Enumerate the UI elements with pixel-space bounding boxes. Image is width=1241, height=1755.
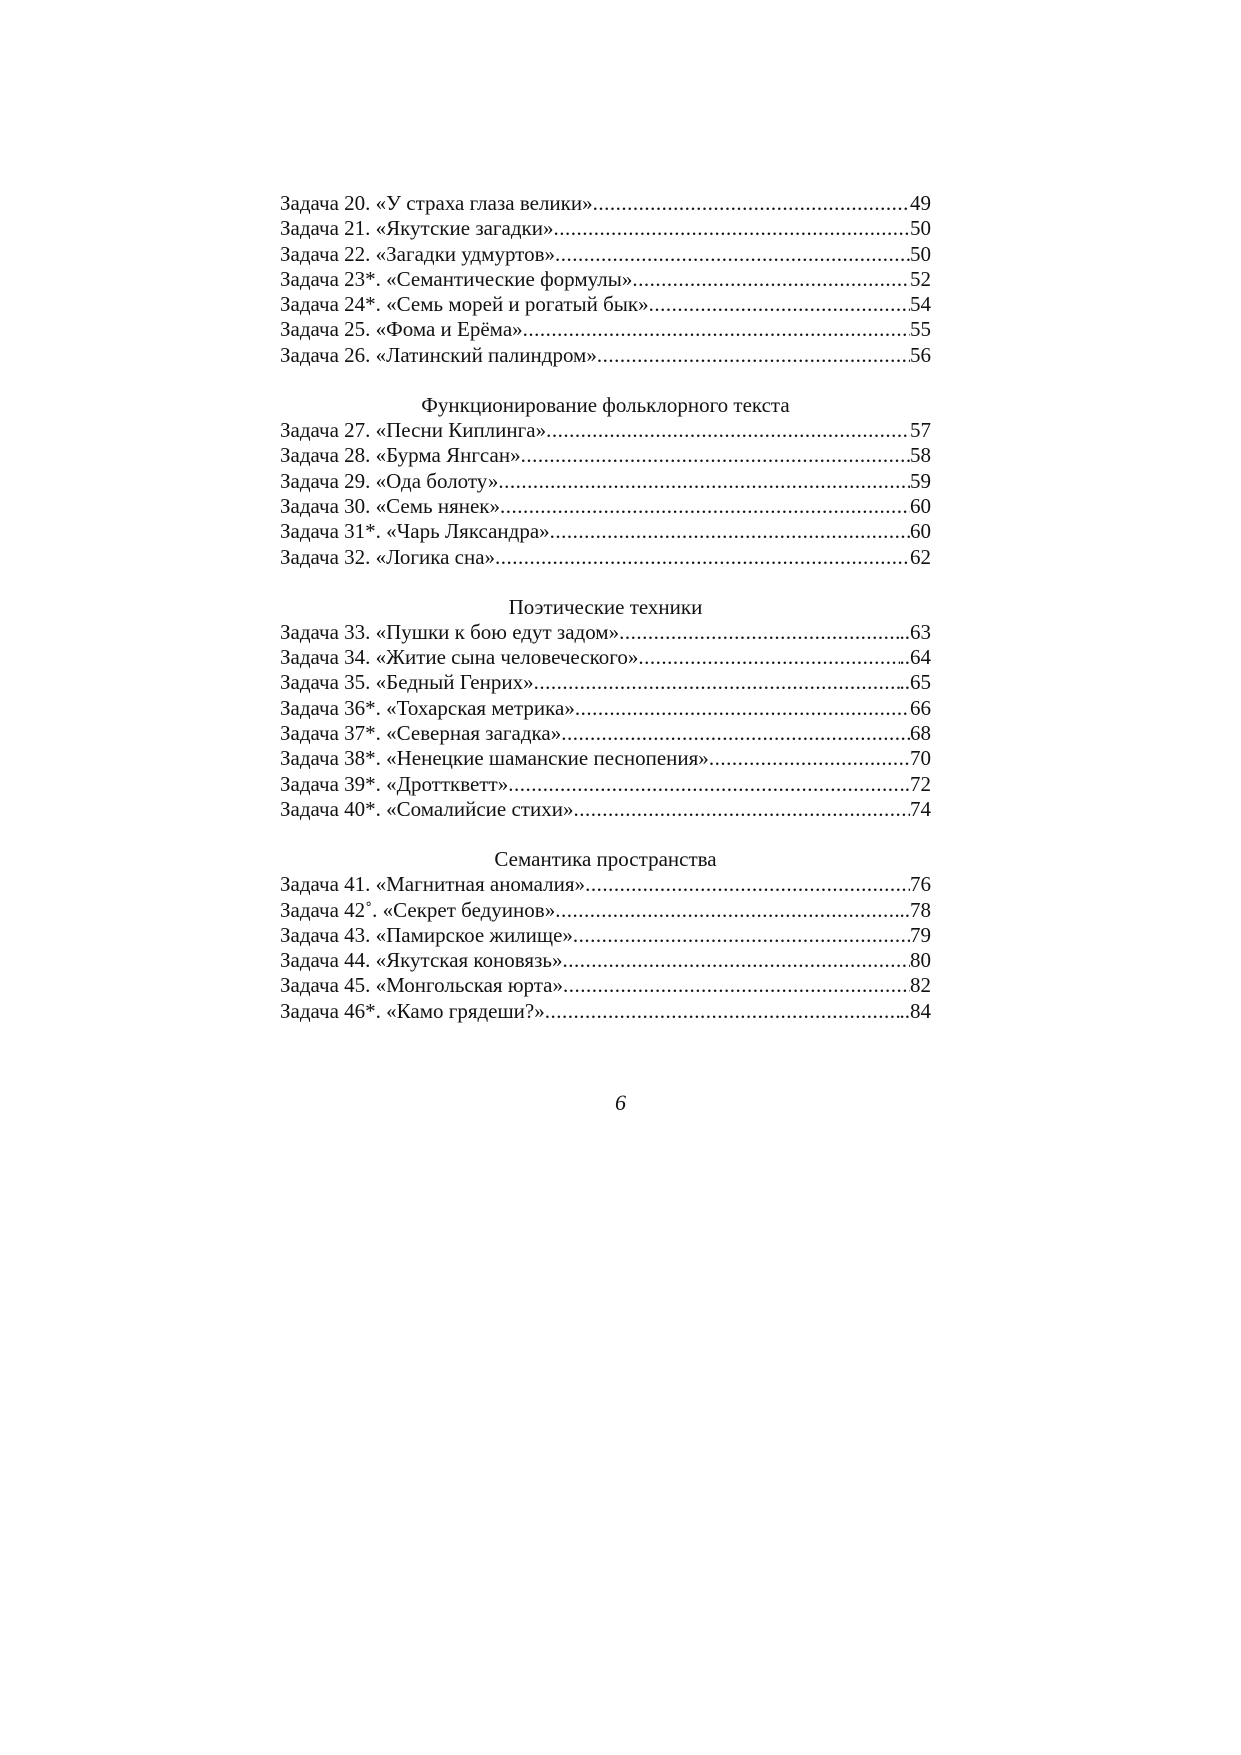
- toc-entry-title: Задача 46*. «Камо грядеши?»: [280, 998, 545, 1023]
- toc-entry-page: ..84: [899, 998, 931, 1023]
- toc-entry-title: Задача 43. «Памирское жилище»: [280, 922, 573, 947]
- dot-leader: [545, 999, 900, 1024]
- dot-leader: [508, 772, 899, 797]
- page-number: 6: [615, 1090, 626, 1115]
- dot-leader: [495, 545, 910, 570]
- dot-leader: [498, 469, 910, 494]
- toc-entry: [280, 645, 931, 670]
- dot-leader: [593, 191, 910, 216]
- toc-entry-page: ..65: [899, 670, 931, 695]
- toc-entry: [280, 469, 931, 494]
- toc-entry: [280, 292, 931, 317]
- toc-entry: [280, 494, 931, 519]
- dot-leader: [534, 670, 900, 695]
- toc-entry: [280, 872, 931, 897]
- toc-entry-title: Задача 41. «Магнитная аномалия»: [280, 872, 586, 897]
- toc-entry: [280, 242, 931, 267]
- toc-entry: [280, 948, 931, 973]
- dot-leader: [523, 317, 910, 342]
- toc-entry-page: 68: [910, 721, 931, 746]
- toc-entry-page: 58: [910, 443, 931, 468]
- toc-entry-page: 79: [910, 922, 931, 947]
- toc-section-poetic-techniques: [280, 595, 931, 822]
- toc-entry-title: Задача 39*. «Дротткветт»: [280, 771, 509, 796]
- toc-entry-title: Задача 44. «Якутская коновязь»: [280, 948, 563, 973]
- dot-leader: [575, 696, 910, 721]
- toc-entry-page: 54: [910, 292, 931, 317]
- dot-leader: [638, 645, 899, 670]
- toc-entry: [280, 923, 931, 948]
- toc-entry-title: Задача 40*. «Сомалийсие стихи»: [280, 796, 574, 821]
- toc-entry-title: Задача 38*. «Ненецкие шаманские песнопения»: [280, 746, 709, 771]
- toc-entry: [280, 973, 931, 998]
- toc-entry: [280, 670, 931, 695]
- toc-entry: [280, 545, 931, 570]
- toc-entry-page: 76: [910, 872, 931, 897]
- toc-entry-page: ..64: [899, 645, 931, 670]
- toc-entry: [280, 898, 931, 923]
- toc-section-continuation: [280, 191, 931, 368]
- toc-entry: [280, 999, 931, 1024]
- toc-entry-title: Задача 42˚. «Секрет бедуинов»: [280, 897, 556, 922]
- dot-leader: [521, 443, 910, 468]
- toc-entry-page: 74: [910, 796, 931, 821]
- toc-entry-page: ..78: [899, 897, 931, 922]
- toc-entry-title: Задача 22. «Загадки удмуртов»: [280, 241, 555, 266]
- toc-entry-title: Задача 32. «Логика сна»: [280, 544, 496, 569]
- toc-entry: [280, 443, 931, 468]
- toc-entry: [280, 772, 931, 797]
- toc-entry-page: 55: [910, 317, 931, 342]
- toc-entry: [280, 696, 931, 721]
- dot-leader: [563, 973, 910, 998]
- dot-leader: [632, 267, 910, 292]
- section-heading: Функционирование фольклорного текста: [421, 393, 790, 418]
- toc-entry-title: Задача 28. «Бурма Янгсан»: [280, 443, 521, 468]
- dot-leader: [709, 746, 910, 771]
- toc-entry-title: Задача 21. «Якутские загадки»: [280, 216, 554, 241]
- toc-entry-title: Задача 30. «Семь нянек»: [280, 493, 500, 518]
- dot-leader: [554, 216, 911, 241]
- toc-entry-page: 82: [910, 973, 931, 998]
- toc-entry: [280, 191, 931, 216]
- toc-section-folklore-text: [280, 393, 931, 570]
- toc-entry-page: 60: [910, 519, 931, 544]
- dot-leader: [585, 872, 910, 897]
- toc-entry-page: 59: [910, 468, 931, 493]
- toc-entry: [280, 418, 931, 443]
- dot-leader: [500, 494, 910, 519]
- dot-leader: [550, 519, 910, 544]
- toc-entry: [280, 267, 931, 292]
- toc-entry-title: Задача 36*. «Тохарская метрика»: [280, 695, 575, 720]
- toc-entry-title: Задача 34. «Житие сына человеческого»: [280, 645, 639, 670]
- toc-entry-page: ..63: [899, 619, 931, 644]
- toc-entry-title: Задача 29. «Ода болоту»: [280, 468, 499, 493]
- toc-entry: [280, 746, 931, 771]
- toc-entry-title: Задача 45. «Монгольская юрта»: [280, 973, 563, 998]
- toc-entry-title: Задача 27. «Песни Киплинга»: [280, 418, 547, 443]
- toc-entry: [280, 216, 931, 241]
- toc-entry: [280, 620, 931, 645]
- toc-entry: [280, 721, 931, 746]
- section-heading: Семантика пространства: [494, 847, 717, 872]
- toc-entry-title: Задача 31*. «Чарь Ляксандра»: [280, 519, 550, 544]
- dot-leader: [619, 620, 899, 645]
- toc-entry-title: Задача 35. «Бедный Генрих»: [280, 670, 534, 695]
- toc-entry-title: Задача 20. «У страха глаза велики»: [280, 191, 593, 215]
- toc-entry-page: 70: [910, 746, 931, 771]
- toc-entry-page: 66: [910, 695, 931, 720]
- toc-entry: [280, 519, 931, 544]
- toc-entry: [280, 317, 931, 342]
- toc-entry-title: Задача 25. «Фома и Ерёма»: [280, 317, 523, 342]
- toc-entry-title: Задача 33. «Пушки к бою едут задом»: [280, 619, 620, 644]
- dot-leader: [573, 797, 910, 822]
- section-heading: Поэтические техники: [508, 594, 703, 619]
- toc-entry-title: Задача 24*. «Семь морей и рогатый бык»: [280, 292, 649, 317]
- dot-leader: [573, 923, 910, 948]
- dot-leader: [649, 292, 910, 317]
- toc-entry-page: 50: [910, 241, 931, 266]
- dot-leader: [561, 721, 910, 746]
- toc-entry-page: ..72: [899, 771, 931, 796]
- toc-entry-page: 60: [910, 493, 931, 518]
- toc-entry-page: 57: [910, 418, 931, 443]
- toc-entry-title: Задача 37*. «Северная загадка»: [280, 721, 562, 746]
- toc-entry-page: 50: [910, 216, 931, 241]
- toc-entry-page: 62: [910, 544, 931, 569]
- toc-entry-page: 52: [910, 266, 931, 291]
- dot-leader: [597, 343, 910, 368]
- table-of-contents: [280, 191, 931, 1024]
- toc-entry-page: 56: [910, 342, 931, 367]
- dot-leader: [555, 898, 899, 923]
- toc-entry: [280, 797, 931, 822]
- dot-leader: [562, 948, 910, 973]
- dot-leader: [555, 242, 910, 267]
- dot-leader: [546, 418, 910, 443]
- toc-entry-page: 80: [910, 948, 931, 973]
- toc-entry-page: 49: [910, 191, 931, 215]
- toc-section-space-semantics: [280, 847, 931, 1024]
- toc-entry: [280, 343, 931, 368]
- toc-entry-title: Задача 26. «Латинский палиндром»: [280, 342, 597, 367]
- toc-entry-title: Задача 23*. «Семантические формулы»: [280, 266, 633, 291]
